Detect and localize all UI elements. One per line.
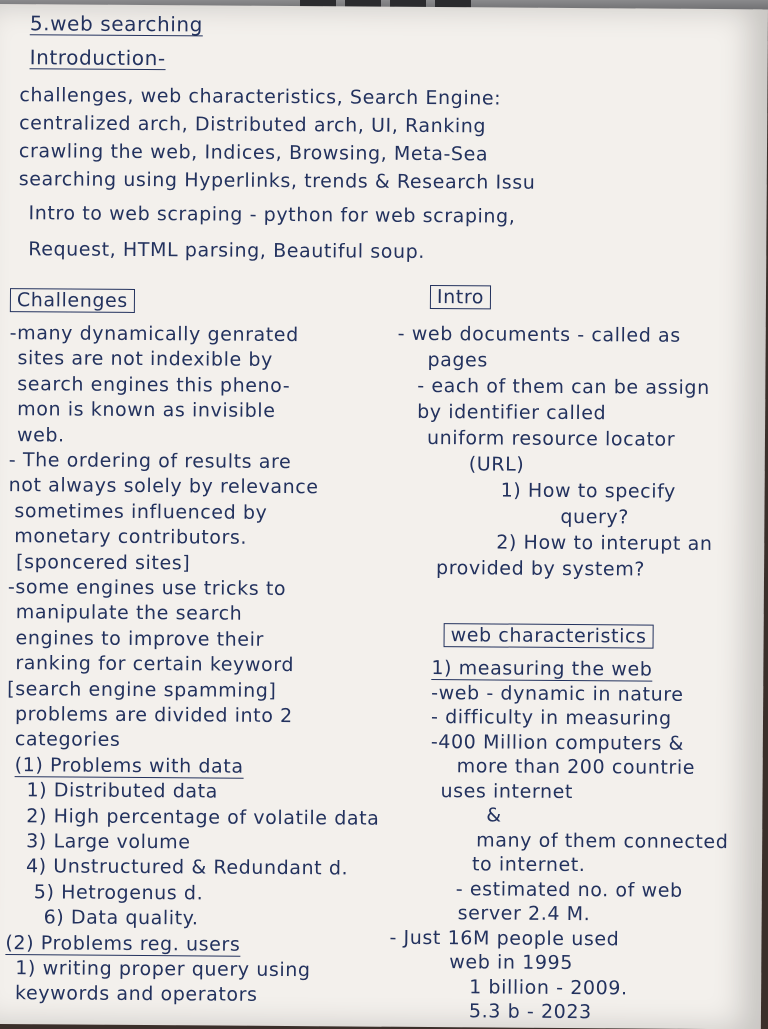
- challenges-line: search engines this pheno-: [17, 372, 291, 397]
- web-characteristics-line: 5.3 b - 2023: [468, 1000, 592, 1024]
- challenges-line: 1) Distributed data: [26, 779, 219, 803]
- challenges-line: 2) High percentage of volatile data: [26, 804, 380, 830]
- intro-line: by identifier called: [417, 400, 607, 425]
- intro-line: 2) How to interupt an: [496, 531, 713, 555]
- intro-heading: Intro: [430, 285, 491, 309]
- challenges-line: ranking for certain keyword: [15, 652, 295, 677]
- challenges-line: [sponcered sites]: [16, 550, 191, 574]
- web-characteristics-line: 1 billion - 2009.: [469, 975, 628, 999]
- challenges-line: 3) Large volume: [26, 830, 191, 854]
- challenges-line: 6) Data quality.: [43, 906, 199, 930]
- intro-line: - each of them can be assign: [417, 374, 710, 399]
- challenges-line: categories: [14, 728, 121, 752]
- web-characteristics-line: many of them connected: [476, 828, 729, 853]
- challenges-line: 4) Unstructured & Redundant d.: [25, 855, 349, 880]
- notebook-page: [0, 4, 768, 1029]
- challenges-line: web.: [16, 423, 65, 447]
- topics-line-3: crawling the web, Indices, Browsing, Meta-Sea: [18, 140, 489, 166]
- web-characteristics-line: uses internet: [440, 779, 574, 803]
- web-characteristics-line: more than 200 countrie: [456, 755, 696, 779]
- challenges-line: keywords and operators: [15, 982, 258, 1007]
- intro-line: - web documents - called as: [397, 322, 681, 347]
- topics-line-5: Intro to web scraping - python for web scraping,: [28, 202, 516, 228]
- web-characteristics-line: - Just 16M people used: [389, 926, 620, 950]
- web-characteristics-line: -web - dynamic in nature: [431, 681, 684, 706]
- challenges-line: monetary contributors.: [14, 525, 248, 549]
- challenges-line: -many dynamically genrated: [9, 322, 299, 347]
- challenges-heading: Challenges: [10, 288, 135, 313]
- web-characteristics-heading: web characteristics: [444, 623, 654, 648]
- challenges-line: - The ordering of results are: [8, 449, 292, 474]
- web-characteristics-line: &: [486, 804, 502, 827]
- web-characteristics-line: web in 1995: [449, 951, 574, 975]
- intro-line: pages: [427, 348, 488, 372]
- challenges-line: 5) Hetrogenus d.: [33, 881, 204, 905]
- web-characteristics-line: to internet.: [471, 853, 586, 877]
- topics-line-2: centralized arch, Distributed arch, UI, Ranking: [19, 112, 487, 138]
- web-characteristics-line: - difficulty in measuring: [430, 706, 672, 730]
- web-characteristics-line: server 2.4 M.: [457, 902, 591, 926]
- intro-line: 1) How to specify: [500, 479, 677, 503]
- challenges-line: problems are divided into 2: [14, 703, 293, 728]
- challenges-line: not always solely by relevance: [8, 474, 319, 499]
- intro-line: query?: [560, 505, 630, 529]
- topics-line-6: Request, HTML parsing, Beautiful soup.: [28, 238, 426, 263]
- challenges-line: sometimes influenced by: [14, 499, 268, 524]
- intro-line: uniform resource locator: [426, 426, 676, 451]
- section-heading: Introduction-: [29, 45, 166, 71]
- challenges-line: 1) writing proper query using: [15, 957, 311, 982]
- intro-line: (URL): [468, 453, 525, 476]
- challenges-line: engines to improve their: [15, 626, 265, 651]
- challenges-line: manipulate the search: [15, 601, 243, 626]
- challenges-line: [search engine spamming]: [7, 677, 277, 702]
- topics-line-1: challenges, web characteristics, Search Engine:: [19, 84, 502, 110]
- web-characteristics-line: 1) measuring the web: [431, 657, 653, 681]
- challenges-line: (1) Problems with data: [14, 753, 244, 778]
- topics-line-4: searching using Hyperlinks, trends & Research Issu: [18, 168, 536, 194]
- challenges-line: sites are not indexible by: [17, 347, 274, 372]
- challenges-line: -some engines use tricks to: [7, 576, 287, 601]
- page-title: 5.web searching: [29, 11, 204, 37]
- challenges-line: mon is known as invisible: [17, 398, 276, 423]
- challenges-line: (2) Problems reg. users: [5, 931, 241, 956]
- intro-line: provided by system?: [435, 557, 646, 581]
- web-characteristics-line: -400 Million computers &: [430, 730, 685, 755]
- web-characteristics-line: - estimated no. of web: [455, 877, 683, 902]
